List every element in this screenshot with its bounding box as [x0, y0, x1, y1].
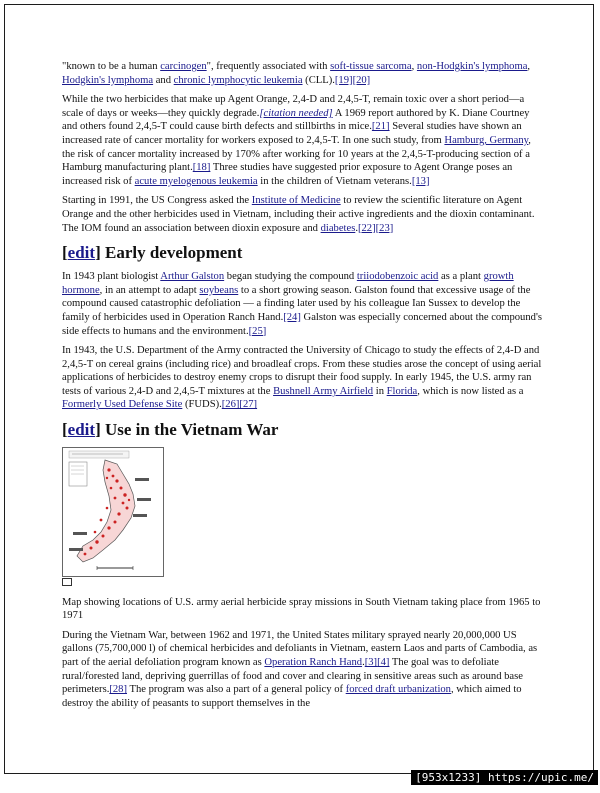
ref-24[interactable]: [24]: [283, 311, 301, 323]
ref-28[interactable]: [28]: [109, 684, 128, 696]
text: in: [373, 385, 387, 397]
map-image: [63, 448, 163, 576]
paragraph-galston: [62, 270, 542, 338]
text: ", frequently associated with: [206, 61, 331, 72]
paragraph-carcinogen: [62, 60, 542, 87]
text: Starting in 1991, the US Congress asked the: [62, 195, 252, 207]
ref-18[interactable]: [18]: [192, 162, 211, 174]
text: to a short growing season. Galston found that excessive usage of the compound caused catastrophic defoliation — a finding later used by his colleague Ian Sussex to develop the family of herbicides used in Operation Ranch Hand.: [62, 284, 531, 323]
text: in the children of Vietnam veterans.: [257, 175, 412, 187]
paragraph-congress: [62, 194, 542, 235]
paragraph-vietnam-spraying: [62, 629, 542, 711]
bracket: ]: [95, 420, 105, 440]
text: .: [355, 222, 358, 234]
text: While the two herbicides that make up Agent Orange, 2,4-D and 2,4,5-T, remain toxic over a short period—a scale of days or weeks—they quickly degrade.: [62, 94, 525, 119]
heading-vietnam-war: [62, 420, 542, 440]
text: The program was also a part of a general policy of: [127, 684, 346, 696]
link-diabetes[interactable]: diabetes: [320, 222, 356, 234]
link-hamburg-germany[interactable]: Hamburg, Germany: [444, 134, 529, 146]
text: (FUDS).: [182, 399, 222, 411]
text: Several studies have shown an increased rate of cancer mortality for workers exposed to 2,4,5-T. In one such study, from: [62, 121, 522, 146]
link-growth-hormone[interactable]: growth hormone: [62, 271, 514, 296]
text: , which is now listed as a: [417, 385, 524, 397]
citation-needed-link[interactable]: [citation needed]: [259, 107, 333, 119]
section-title: Early development: [104, 243, 243, 263]
enlarge-map-button[interactable]: [62, 577, 542, 593]
bracket: ]: [95, 243, 105, 263]
link-arthur-galston[interactable]: Arthur Galston: [160, 271, 225, 283]
herbicide-spray-map[interactable]: [62, 447, 164, 577]
text: Galston was especially concerned about the compound's side effects to humans and the environment.: [62, 311, 542, 337]
text: began studying the compound: [224, 271, 357, 283]
ref-27[interactable]: [27]: [239, 399, 258, 411]
text: and: [153, 74, 174, 86]
link-bushnell-army-airfield[interactable]: Bushnell Army Airfield: [273, 385, 374, 397]
link-soybeans[interactable]: soybeans: [199, 284, 239, 296]
text: A 1969 report authored by K. Diane Courtney and others found 2,4,5-T could cause birth defects and stillbirths in mice.: [62, 107, 530, 133]
image-host-footer: [953x1233] https://upic.me/: [411, 770, 598, 785]
ref-22[interactable]: [22]: [357, 222, 376, 234]
bracket: [: [62, 243, 68, 263]
article-content: [62, 60, 542, 716]
text: In 1943 plant biologist: [62, 271, 161, 283]
text: as a plant: [438, 271, 484, 283]
link-triiodobenzoic-acid[interactable]: triiodobenzoic acid: [356, 271, 439, 283]
link-soft-tissue-sarcoma[interactable]: soft-tissue sarcoma: [330, 61, 412, 72]
ref-3[interactable]: [3]: [364, 657, 378, 669]
link-chronic-lymphocytic-leukemia[interactable]: chronic lymphocytic leukemia: [173, 74, 303, 86]
paragraph-toxicity: [62, 93, 542, 188]
ref-25[interactable]: [25]: [248, 325, 267, 337]
link-forced-draft-urbanization[interactable]: forced draft urbanization: [345, 684, 451, 696]
link-hodgkins-lymphoma[interactable]: Hodgkin's lymphoma: [62, 74, 154, 86]
link-institute-of-medicine[interactable]: Institute of Medicine: [251, 195, 341, 207]
link-non-hodgkins-lymphoma[interactable]: non-Hodgkin's lymphoma: [416, 61, 528, 72]
text: .: [362, 657, 365, 669]
ref-19[interactable]: [19]: [334, 74, 353, 86]
ref-23[interactable]: [23]: [375, 222, 394, 234]
text: (CLL).: [302, 74, 335, 86]
text: , which aimed to destroy the ability of peasants to support themselves in the: [62, 684, 522, 709]
ref-4[interactable]: [4]: [377, 657, 390, 669]
text: , the risk of cancer mortality increased by 170% after working for 10 years at the 2,4,5-T-producing section of a Hamburg manufacturing plant.: [62, 134, 531, 174]
page-frame: [4, 4, 594, 774]
text: The goal was to defoliate rural/forested land, depriving guerrillas of food and cover and clearing in sensitive areas such as around base perimeters.: [62, 657, 523, 696]
edit-link[interactable]: edit: [67, 420, 96, 440]
text: In 1943, the U.S. Department of the Army contracted the University of Chicago to study the effects of 2,4-D and 2,4,5-T on cereal grains (including rice) and broadleaf crops. From these studies arose the concept of using aerial applications of herbicides to destroy enemy crops to disrupt their food supply. In early 1945, the U.S. army ran tests of various 2,4-D and 2,4,5-T mixtures at the: [62, 345, 542, 397]
text: Three studies have suggested prior exposure to Agent Orange poses an increased risk of: [62, 162, 513, 187]
text: "known to be a human: [62, 61, 161, 72]
text: , in an attempt to adapt: [99, 284, 200, 296]
ref-20[interactable]: [20]: [352, 74, 371, 86]
ref-21[interactable]: [21]: [371, 121, 390, 133]
ref-13[interactable]: [13]: [411, 175, 430, 187]
text: ,: [411, 61, 417, 72]
magnify-icon[interactable]: [62, 578, 72, 586]
paragraph-army-study: [62, 344, 542, 412]
text: ,: [527, 61, 531, 72]
link-carcinogen[interactable]: carcinogen: [160, 61, 207, 72]
text: During the Vietnam War, between 1962 and 1971, the United States military sprayed nearly 20,000,000 US gallons (75,700,000 l) of chemical herbicides and defoliants in Vietnam, eastern Laos and parts of Cambodia, as part of the aerial defoliation program known as: [62, 629, 538, 669]
bracket: [: [62, 420, 68, 440]
link-operation-ranch-hand[interactable]: Operation Ranch Hand: [264, 657, 363, 669]
heading-early-development: [62, 243, 542, 263]
map-caption: Map showing locations of U.S. army aerial herbicide spray missions in South Vietnam taking place from 1965 to 1971: [62, 596, 541, 622]
section-title: Use in the Vietnam War: [104, 420, 279, 440]
edit-link[interactable]: edit: [67, 243, 96, 263]
link-formerly-used-defense-site[interactable]: Formerly Used Defense Site: [62, 399, 183, 411]
link-florida[interactable]: Florida: [386, 385, 418, 397]
text: to review the scientific literature on Agent Orange and the other herbicides used in Vietnam, including their active ingredients and the dioxin contaminant. The IOM found an association between dioxin exposure and: [62, 195, 535, 234]
link-acute-myelogenous-leukemia[interactable]: acute myelogenous leukemia: [134, 175, 258, 187]
ref-26[interactable]: [26]: [221, 399, 240, 411]
